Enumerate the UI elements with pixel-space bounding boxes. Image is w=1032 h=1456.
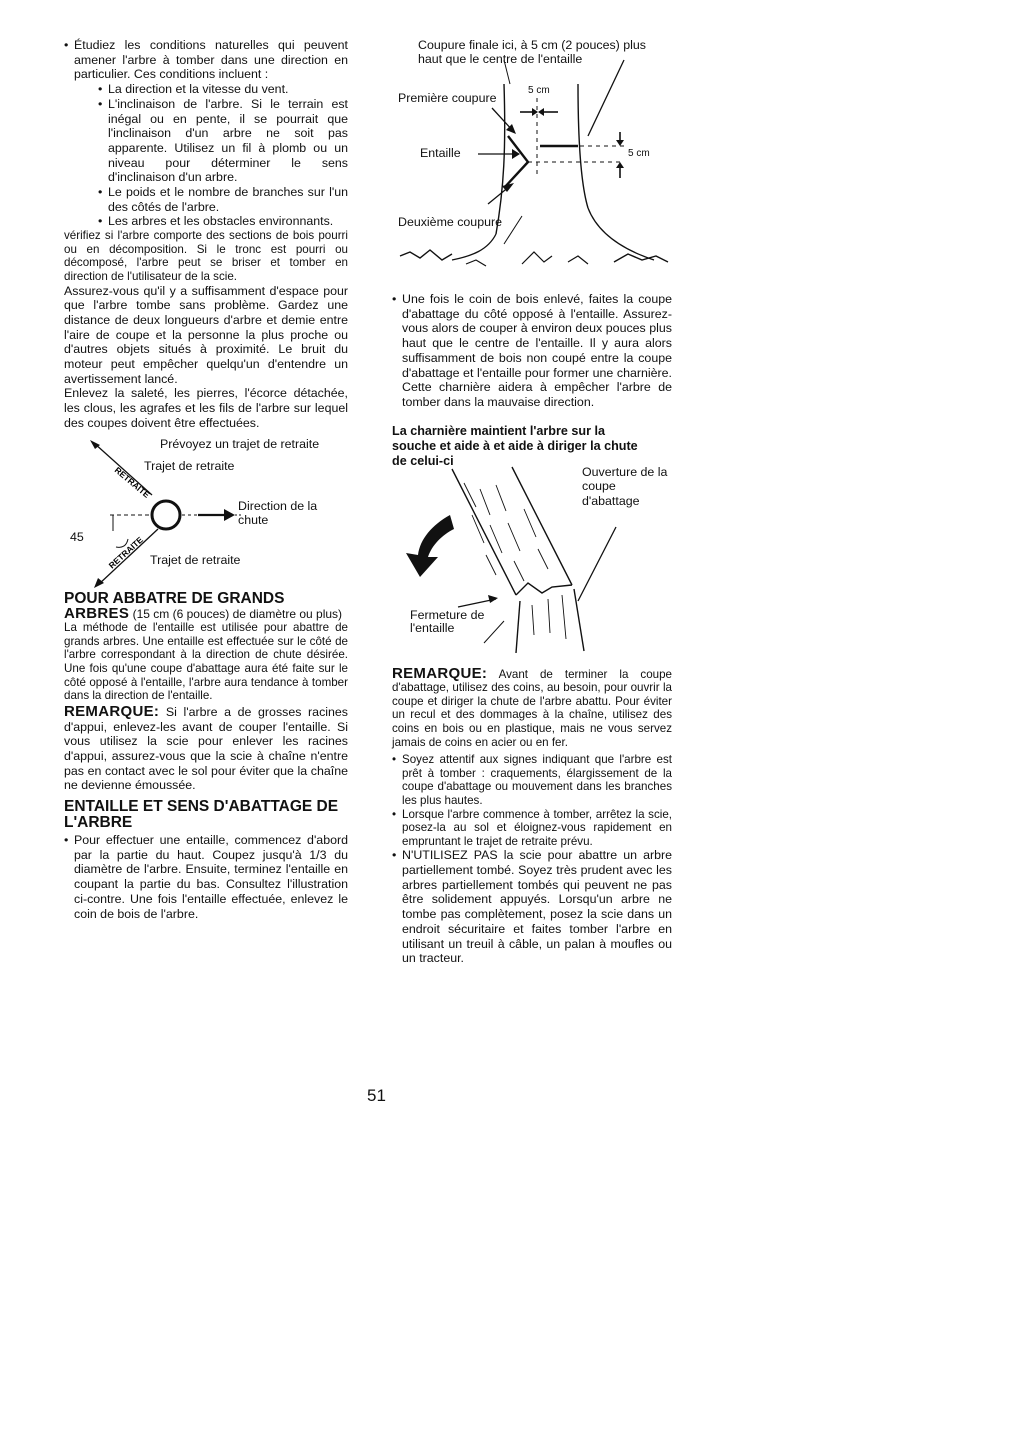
retreat-path-label-lower: Trajet de retraite [150,552,241,567]
retreat-word-lower: RETRAITE [106,534,145,571]
notch-bullets [64,833,348,921]
heading-large-trees: POUR ABBATRE DE GRANDS [64,589,285,607]
list-item: • Une fois le coin de bois enlevé, faites la coupe d'abattage du côté opposé à l'entaille. Assurez-vous alors de couper à environ deux pouces plus haut que le centre de l'entaille. Il y aura alors suffisamment de bois non coupé entre la coupe d'abattage et l'entaille pour former une charnière. Cette charnière aidera à empêcher l'arbre de tomber dans la mauvaise direction. [392,292,672,410]
left-column [64,38,348,921]
hinge-heading: La charnière maintient l'arbre sur la souche et aide à et aide à diriger la chute de celui-ci [392,423,638,468]
second-cut-label: Deuxième coupure [398,215,503,229]
list-item: • La direction et la vitesse du vent. [98,82,348,97]
list-item: • Le poids et le nombre de branches sur l'un des côtés de l'arbre. [98,185,348,214]
paragraph-space: Assurez-vous qu'il y a suffisamment d'espace pour que l'arbre tombe sans problème. Gardez une distance de deux longueurs d'arbre et demie entre l'aire de coupe et la personne la plus proche ou d'autres objets situés à proximité. Le bruit du moteur peut empêcher quelqu'un d'entendre un avertissement lancé. [64,283,348,386]
list-item: • Lorsque l'arbre commence à tomber, arrêtez la scie, posez-la au sol et éloignez-vous rapidement en empruntant le trajet de retraite prévu. [392,808,672,849]
right-column [392,38,672,966]
list-item: • L'inclinaison de l'arbre. Si le terrain est inégal ou en pente, il se pourrait que l'inclinaison d'un arbre ne soit pas apparente. Utilisez un fil à plomb ou un niveau pour déterminer le sens d'inclinaison d'un arbre. [98,97,348,185]
paragraph-rot: vérifiez si l'arbre comporte des sections de bois pourri ou en décomposition. Si le tronc est pourri ou décomposé, l'arbre peut se briser et tomber en direction de l'utilisateur de la scie. [64,229,348,283]
notch-closing-label: Fermeture de l'entaille [410,607,485,636]
fall-direction-label: Direction de la chute [238,498,318,528]
retreat-word-upper: RETRAITE [112,464,152,500]
final-cut-caption: Coupure finale ici, à 5 cm (2 pouces) plus haut que le centre de l'entaille [418,38,646,66]
heading-large-trees-sub: ARBRES (15 cm (6 pouces) de diamètre ou plus) [64,604,343,622]
list-item: • Soyez attentif aux signes indiquant que l'arbre est prêt à tomber : craquements, élargissement de la coupe d'abattage ou mouvement dans les branches les plus hautes. [392,753,672,807]
angle-label: 45 [70,529,84,544]
sub-bullets [74,82,348,229]
retreat-path-label-upper: Trajet de retraite [144,458,235,473]
fig-caption-retreat: Prévoyez un trajet de retraite [160,436,320,451]
main-bullets [64,38,348,229]
five-cm-side-label: 5 cm [628,148,650,159]
list-item: • Pour effectuer une entaille, commencez d'abord par la partie du haut. Coupez jusqu'à 1/3 du diamètre de l'arbre. Ensuite, terminez l'entaille en coupant la partie du bas. Consultez l'illustration ci-contre. Une fois l'entaille effectuée, enlevez le coin de bois de l'arbre. [64,833,348,921]
safety-bullets [392,753,672,966]
page-number: 51 [367,1086,386,1105]
heading-notch: ENTAILLE ET SENS D'ABATTAGE DE L'ARBRE [64,798,339,832]
felling-cut-opening-label: Ouverture de la coupe d'abattage [582,464,668,508]
list-item: • Les arbres et les obstacles environnants. [98,214,348,229]
list-item: • N'UTILISEZ PAS la scie pour abattre un arbre partiellement tombé. Soyez très prudent avec les arbres partiellement tombés qui peuvent ne pas être solidement appuyés. Lorsqu'un arbre ne tombe pas complètement, posez la scie dans un endroit sécuritaire et faites tomber l'arbre en utilisant un treuil à câble, un palan à moufles ou un tracteur. [392,848,672,966]
paragraph-clean: Enlevez la saleté, les pierres, l'écorce détachée, les clous, les agrafes et les fils de l'arbre sur lequel des coupes doivent être effectuées. [64,386,348,430]
felling-bullets [392,292,672,410]
list-item: • Étudiez les conditions naturelles qui peuvent amener l'arbre à tomber dans une direction en particulier. Ces conditions incluent : • La direction et la vitesse du vent. • L'inclinaison de l'arbre. Si le terrain est inégal ou en pente, il se pourrait que l'inclinaison d'un arbre ne soit pas apparente. Utilisez un fil à plomb ou un niveau pour déterminer le sens d'inclinaison d'un arbre. • Le poids et le nombre de branches sur l'un des côtés de l'arbre. • Les arbres et les obstacles environnants. [64,38,348,229]
notch-label: Entaille [420,146,461,160]
retreat-path-figure [64,436,348,589]
first-cut-label: Première coupure [398,91,497,105]
hinge-figure [392,465,672,657]
notch-figure [392,38,672,270]
five-cm-top-label: 5 cm [528,85,550,96]
remark-wedges: REMARQUE: Avant de terminer la coupe d'abattage, utilisez des coins, au besoin, pour ouvrir la coupe et diriger la chute de l'arbre abattu. Pour éviter un recul et des dommages à la chaîne, utilisez des coins en bois ou en plastique, mais ne vous servez jamais de coins en acier ou en fer. [392,664,672,749]
remark-roots: REMARQUE: Si l'arbre a de grosses racines d'appui, enlevez-les avant de couper l'entaille. Si vous utilisez la scie pour enlever les racines d'appui, assurez-vous que la scie à chaîne n'entre pas en contact avec le sol pour éviter que la chaîne ne devienne émoussée. [64,702,348,793]
paragraph-method: La méthode de l'entaille est utilisée pour abattre de grands arbres. Une entaille est effectuée sur le côté de l'arbre correspondant à la direction de chute désirée. Une fois qu'une coupe d'abattage aura été faite sur le côté opposé à l'entaille, l'arbre aura tendance à tomber dans la direction de l'entaille. [64,621,348,703]
